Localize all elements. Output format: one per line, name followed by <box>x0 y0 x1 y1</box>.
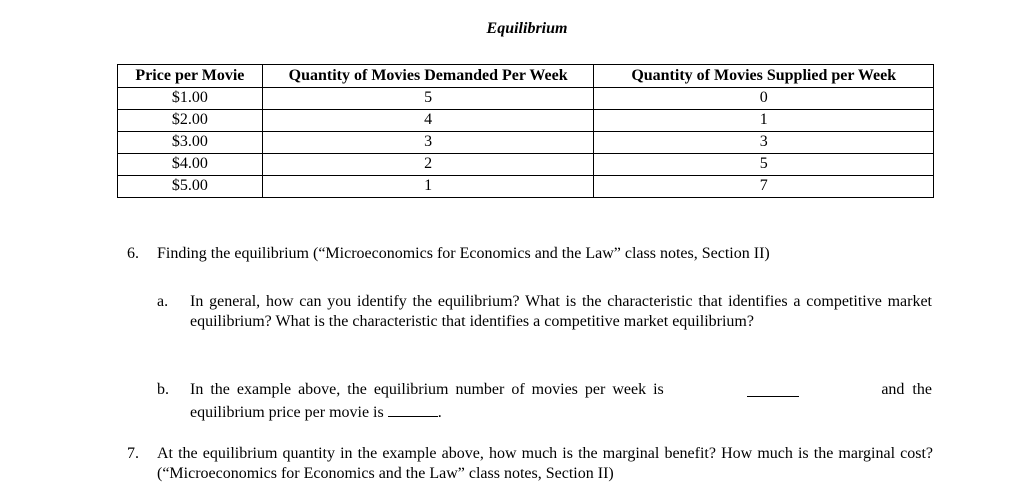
question-6b-text-part3: equilibrium price per movie is <box>190 404 384 421</box>
cell-price: $3.00 <box>118 132 263 154</box>
question-6a-text: In general, how can you identify the equilibrium? What is the characteristic that identifies a competitive market equilibrium? What is the characteristic that identifies a competitive market equilibrium? <box>190 293 932 330</box>
answer-quantity-blank[interactable] <box>747 380 799 397</box>
cell-supplied: 5 <box>594 154 934 176</box>
question-6-number: 6. <box>127 245 139 262</box>
table-row <box>118 88 934 110</box>
question-6-text: Finding the equilibrium (“Microeconomics for Economics and the Law” class notes, Section II) <box>157 245 770 262</box>
question-6b-period: . <box>437 404 442 421</box>
cell-demanded: 4 <box>262 110 594 132</box>
table-row <box>118 176 934 198</box>
page-title: Equilibrium <box>486 20 568 37</box>
question-6a-label: a. <box>157 293 169 310</box>
question-6b-text-part2: and the <box>881 381 932 398</box>
cell-price: $4.00 <box>118 154 263 176</box>
supply-demand-table <box>117 64 934 198</box>
cell-demanded: 5 <box>262 88 594 110</box>
cell-price: $5.00 <box>118 176 263 198</box>
header-demanded: Quantity of Movies Demanded Per Week <box>262 65 594 88</box>
answer-price-blank[interactable] <box>388 400 438 417</box>
cell-price: $1.00 <box>118 88 263 110</box>
cell-supplied: 1 <box>594 110 934 132</box>
cell-demanded: 1 <box>262 176 594 198</box>
header-price: Price per Movie <box>118 65 263 88</box>
cell-supplied: 7 <box>594 176 934 198</box>
cell-demanded: 2 <box>262 154 594 176</box>
question-7-number: 7. <box>127 445 139 462</box>
header-supplied: Quantity of Movies Supplied per Week <box>594 65 934 88</box>
question-6b-line2 <box>190 400 442 423</box>
table-row <box>118 110 934 132</box>
table-row <box>118 154 934 176</box>
cell-supplied: 0 <box>594 88 934 110</box>
question-6b-text-part1: In the example above, the equilibrium number of movies per week is <box>190 381 664 398</box>
table-header-row <box>118 65 934 88</box>
question-6b-line1 <box>190 380 932 400</box>
cell-demanded: 3 <box>262 132 594 154</box>
cell-supplied: 3 <box>594 132 934 154</box>
cell-price: $2.00 <box>118 110 263 132</box>
question-6b-label: b. <box>157 381 169 398</box>
table-row <box>118 132 934 154</box>
question-7-text: At the equilibrium quantity in the example above, how much is the marginal benefit? How much is the marginal cost? (“Microeconomics for Economics and the Law” class notes, Section II) <box>157 445 933 482</box>
